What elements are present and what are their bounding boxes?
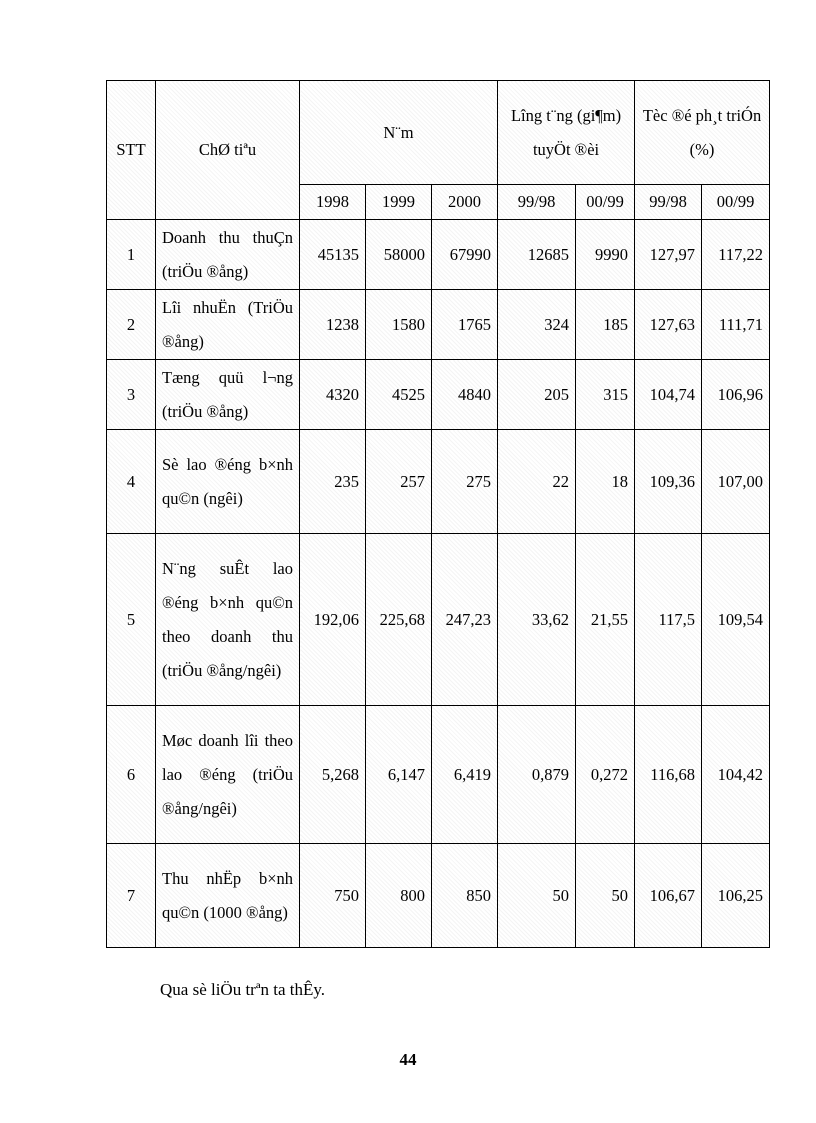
row-value: 117,22 <box>702 220 770 290</box>
row-value: 12685 <box>498 220 576 290</box>
row-indicator: Tæng quü l¬ng (triÖu ®ång) <box>156 360 300 430</box>
header-growth: Tèc ®é ph¸t triÓn (%) <box>635 81 770 185</box>
row-value: 850 <box>432 844 498 948</box>
row-indicator: Møc doanh lîi theo lao ®éng (triÖu ®ång/ngêi) <box>156 706 300 844</box>
row-value: 106,25 <box>702 844 770 948</box>
header-year-1999: 1999 <box>366 185 432 220</box>
row-value: 106,67 <box>635 844 702 948</box>
body-paragraph: Qua sè liÖu trªn ta thÊy. <box>160 980 326 999</box>
row-value: 127,97 <box>635 220 702 290</box>
row-value: 45135 <box>300 220 366 290</box>
row-value: 21,55 <box>576 534 635 706</box>
row-value: 275 <box>432 430 498 534</box>
page-number: 44 <box>399 1050 417 1069</box>
row-value: 1238 <box>300 290 366 360</box>
row-value: 107,00 <box>702 430 770 534</box>
row-value: 205 <box>498 360 576 430</box>
row-value: 0,272 <box>576 706 635 844</box>
row-value: 33,62 <box>498 534 576 706</box>
row-value: 104,74 <box>635 360 702 430</box>
table-row <box>107 534 770 706</box>
row-value: 67990 <box>432 220 498 290</box>
row-indicator: Lîi nhuËn (TriÖu ®ång) <box>156 290 300 360</box>
row-value: 50 <box>576 844 635 948</box>
header-abs-00-99: 00/99 <box>576 185 635 220</box>
row-stt: 7 <box>107 844 156 948</box>
table-row <box>107 220 770 290</box>
row-value: 117,5 <box>635 534 702 706</box>
row-stt: 1 <box>107 220 156 290</box>
row-value: 109,54 <box>702 534 770 706</box>
table-body <box>107 220 770 948</box>
row-value: 185 <box>576 290 635 360</box>
row-value: 0,879 <box>498 706 576 844</box>
header-row <box>107 81 770 185</box>
row-value: 800 <box>366 844 432 948</box>
table-row <box>107 290 770 360</box>
row-stt: 2 <box>107 290 156 360</box>
header-year-2000: 2000 <box>432 185 498 220</box>
row-indicator: N¨ng suÊt lao ®éng b×nh qu©n theo doanh thu (triÖu ®ång/ngêi) <box>156 534 300 706</box>
row-value: 9990 <box>576 220 635 290</box>
row-value: 315 <box>576 360 635 430</box>
row-stt: 5 <box>107 534 156 706</box>
row-value: 104,42 <box>702 706 770 844</box>
row-value: 1765 <box>432 290 498 360</box>
row-value: 50 <box>498 844 576 948</box>
row-value: 18 <box>576 430 635 534</box>
table-row <box>107 706 770 844</box>
row-value: 111,71 <box>702 290 770 360</box>
row-value: 225,68 <box>366 534 432 706</box>
row-value: 58000 <box>366 220 432 290</box>
row-value: 750 <box>300 844 366 948</box>
row-value: 116,68 <box>635 706 702 844</box>
row-value: 6,419 <box>432 706 498 844</box>
row-value: 127,63 <box>635 290 702 360</box>
row-value: 4525 <box>366 360 432 430</box>
row-value: 257 <box>366 430 432 534</box>
header-growth-00-99: 00/99 <box>702 185 770 220</box>
row-stt: 6 <box>107 706 156 844</box>
table-row <box>107 430 770 534</box>
row-value: 4320 <box>300 360 366 430</box>
row-value: 235 <box>300 430 366 534</box>
header-year: N¨m <box>300 81 498 185</box>
header-year-1998: 1998 <box>300 185 366 220</box>
row-indicator: Thu nhËp b×nh qu©n (1000 ®ång) <box>156 844 300 948</box>
statistics-table <box>106 80 770 948</box>
row-value: 22 <box>498 430 576 534</box>
row-value: 5,268 <box>300 706 366 844</box>
row-value: 106,96 <box>702 360 770 430</box>
row-indicator: Sè lao ®éng b×nh qu©n (ngêi) <box>156 430 300 534</box>
row-value: 6,147 <box>366 706 432 844</box>
header-abs-change: Lîng t¨ng (gi¶m) tuyÖt ®èi <box>498 81 635 185</box>
header-indicator: ChØ tiªu <box>156 81 300 220</box>
row-value: 247,23 <box>432 534 498 706</box>
table-row <box>107 360 770 430</box>
header-growth-99-98: 99/98 <box>635 185 702 220</box>
row-indicator: Doanh thu thuÇn (triÖu ®ång) <box>156 220 300 290</box>
header-stt: STT <box>107 81 156 220</box>
row-value: 192,06 <box>300 534 366 706</box>
row-value: 1580 <box>366 290 432 360</box>
row-stt: 4 <box>107 430 156 534</box>
table-row <box>107 844 770 948</box>
header-abs-99-98: 99/98 <box>498 185 576 220</box>
row-stt: 3 <box>107 360 156 430</box>
row-value: 109,36 <box>635 430 702 534</box>
row-value: 324 <box>498 290 576 360</box>
row-value: 4840 <box>432 360 498 430</box>
